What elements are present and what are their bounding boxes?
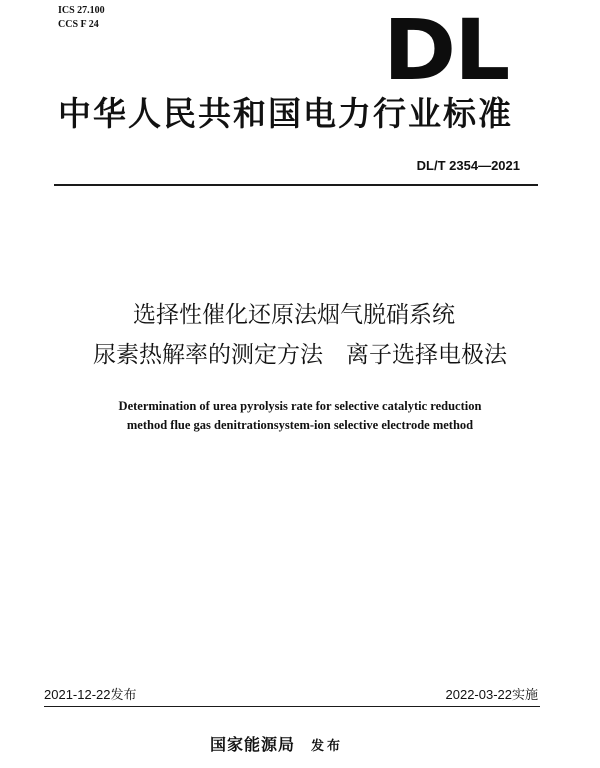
issuing-authority-title: 中华人民共和国电力行业标准 — [58, 94, 513, 133]
publisher — [210, 735, 343, 757]
chinese-title-line-2: 尿素热解率的测定方法 离子选择电极法 — [93, 342, 507, 368]
ics-code: ICS 27.100 — [58, 5, 105, 16]
english-title-line-1: Determination of urea pyrolysis rate for selective catalytic reduction — [118, 399, 482, 413]
standard-number: DL/T 2354—2021 — [416, 158, 520, 173]
footer-divider — [44, 706, 540, 707]
effective-date: 2022-03-22实施 — [445, 687, 538, 702]
issue-date: 2021-12-22发布 — [44, 687, 137, 702]
publish-action: 发布 — [311, 739, 344, 754]
classification-codes — [58, 4, 105, 32]
english-title-line-2: method flue gas denitrationsystem-ion selective electrode method — [126, 418, 474, 432]
dl-logo: DL — [383, 1, 509, 99]
header-divider — [54, 184, 538, 186]
chinese-title-line-1: 选择性催化还原法烟气脱硝系统 — [133, 302, 455, 328]
ccs-code: CCS F 24 — [58, 19, 99, 30]
publisher-organization: 国家能源局 — [210, 735, 296, 754]
